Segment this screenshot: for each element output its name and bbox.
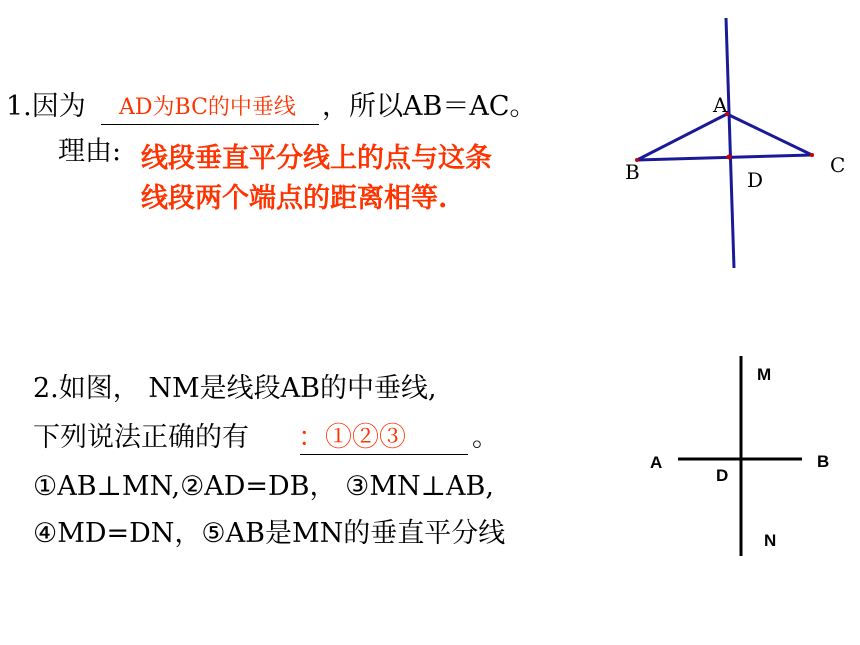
q2-answer: ：①②③ xyxy=(298,422,406,453)
q1-reason-line2: 线段两个端点的距离相等. xyxy=(141,183,448,214)
fig2-label-m: M xyxy=(757,365,772,384)
q1-answer: AD为BC的中垂线 xyxy=(119,95,296,120)
q1-prefix: 1.因为 xyxy=(6,91,86,122)
q1-reason-line1: 线段垂直平分线上的点与这条 xyxy=(141,143,492,174)
q2-line3: ①AB⊥MN,②AD=DB， ③MN⊥AB, xyxy=(33,471,494,502)
fig2-label-b: B xyxy=(817,452,830,471)
fig1-label-c: C xyxy=(830,153,846,177)
fig2-label-a: A xyxy=(650,453,663,472)
q1-reason-label: 理由: xyxy=(58,136,122,167)
q2-line4: ④MD=DN，⑤AB是MN的垂直平分线 xyxy=(33,518,506,549)
fig2-label-n: N xyxy=(764,531,777,550)
q2-line2-prefix: 下列说法正确的有 xyxy=(33,422,249,453)
q2-line1: 2.如图， NM是线段AB的中垂线, xyxy=(33,373,437,404)
fig1-label-d: D xyxy=(747,168,764,192)
q2-line2-suffix: 。 xyxy=(472,422,499,453)
fig1-label-b: B xyxy=(625,160,640,184)
q1-suffix: ，所以AB＝AC。 xyxy=(322,91,537,122)
fig2-label-d: D xyxy=(716,466,729,485)
fig1-label-a: A xyxy=(713,93,728,117)
